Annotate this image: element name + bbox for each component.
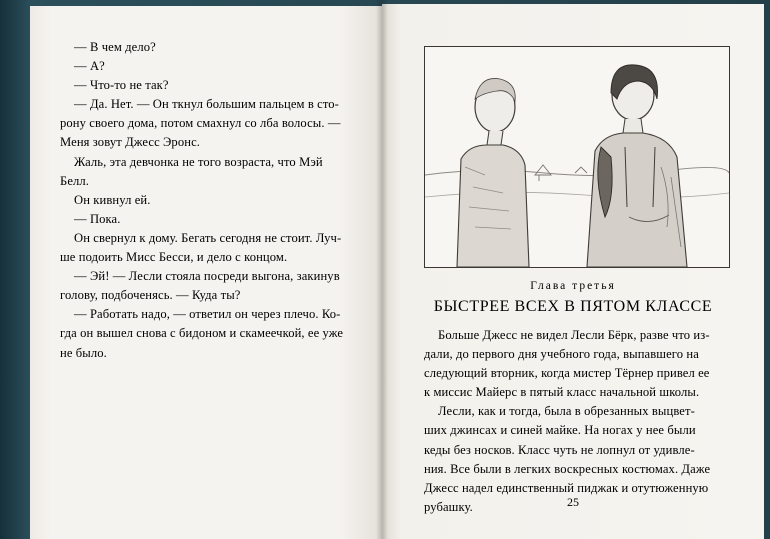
left-page-text <box>60 38 360 363</box>
text-line: — Эй! — Лесли стояла посреди выгона, закинув <box>74 269 340 284</box>
text-line: не было. <box>60 345 107 360</box>
text-line: Лесли, как и тогда, была в обрезанных выцвет- <box>438 404 695 419</box>
page-number: 25 <box>567 495 579 509</box>
text-line: кеды без носков. Класс чуть не лопнул от удивле- <box>424 442 695 457</box>
text-line: — Что-то не так? <box>74 78 169 93</box>
text-line: Джесс надел единственный пиджак и отутюженную <box>424 480 709 495</box>
chapter-illustration <box>424 46 730 268</box>
text-line: Он кивнул ей. <box>74 192 151 207</box>
book-gutter <box>376 0 388 539</box>
text-line: Жаль, эта девчонка не того возраста, что Мэй <box>74 154 323 169</box>
text-line: — Работать надо, — ответил он через плечо. Ко- <box>74 307 341 322</box>
text-line: следующий вторник, когда мистер Тёрнер привел ее <box>424 366 710 381</box>
right-page-text <box>424 326 724 517</box>
text-line: — Пока. <box>74 211 121 226</box>
text-line: — Да. Нет. — Он ткнул большим пальцем в сто- <box>74 97 339 112</box>
text-line: ния. Все были в легких воскресных костюмах. Даже <box>424 461 711 476</box>
text-line: Он свернул к дому. Бегать сегодня не стоит. Луч- <box>74 230 342 245</box>
text-line: Белл. <box>60 173 90 188</box>
text-line: Меня зовут Джесс Эронс. <box>60 135 201 150</box>
text-line: дали, до первого дня учебного года, выпавшего на <box>424 347 699 362</box>
text-line: Больше Джесс не видел Лесли Бёрк, разве что из- <box>438 328 710 342</box>
illustration-drawing <box>425 47 729 267</box>
text-line: к миссис Майерс в пятый класс начальной школы. <box>424 385 700 400</box>
text-line: ших джинсах и синей майке. На ногах у нее были <box>424 423 696 438</box>
text-line: голову, подбоченясь. — Куда ты? <box>60 288 241 303</box>
text-line: рубашку. <box>424 499 473 514</box>
text-line: гда он вышел снова с бидоном и скамеечкой, ее уже <box>60 326 344 341</box>
chapter-title: БЫСТРЕЕ ВСЕХ В ПЯТОМ КЛАССЕ <box>433 298 713 315</box>
text-line: ше подоить Мисс Бесси, и дело с концом. <box>60 250 288 265</box>
chapter-label: Глава третья <box>530 280 616 292</box>
text-line: — А? <box>74 59 105 74</box>
text-line: рону своего дома, потом смахнул со лба волосы. — <box>60 116 341 131</box>
text-line: — В чем дело? <box>74 40 156 54</box>
